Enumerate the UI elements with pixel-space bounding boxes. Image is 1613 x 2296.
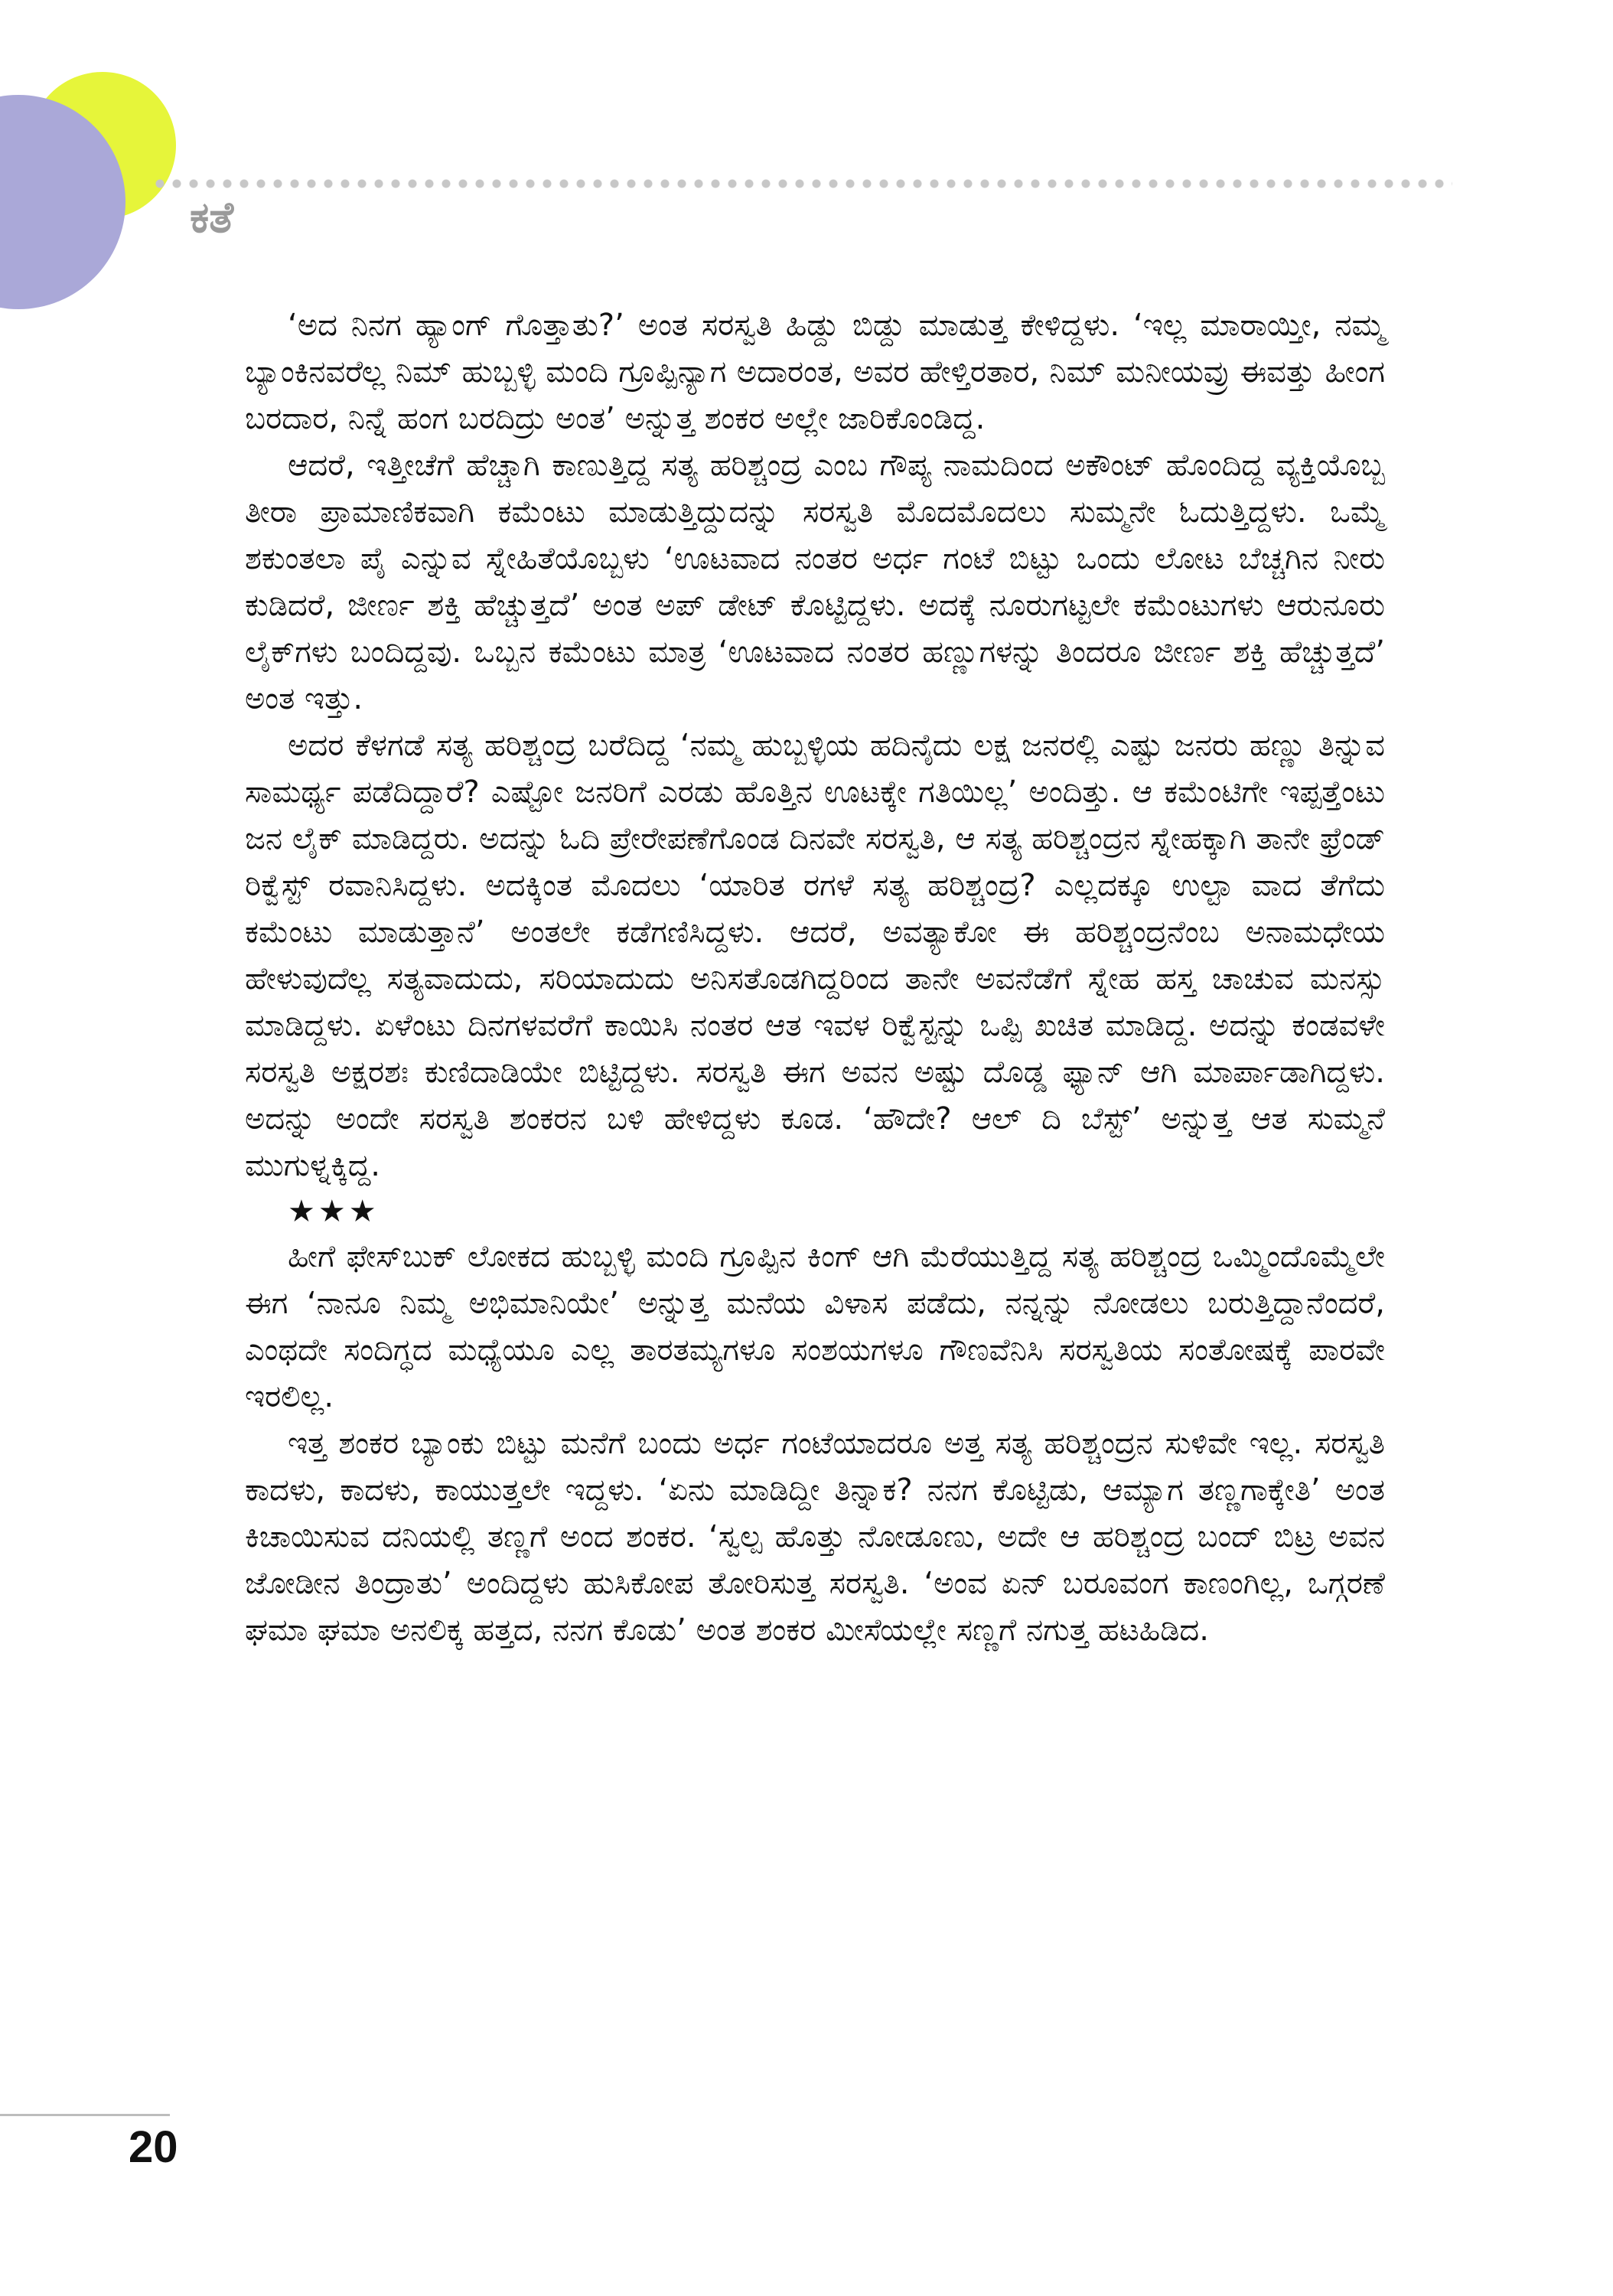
page-number: 20 xyxy=(129,2122,178,2172)
yellow-circle-decoration xyxy=(29,72,176,219)
paragraph: ಆದರೆ, ಇತ್ತೀಚೆಗೆ ಹೆಚ್ಚಾಗಿ ಕಾಣುತ್ತಿದ್ದ ಸತ್ಯ ಹರಿಶ್ಚಂದ್ರ ಎಂಬ ಗೌಪ್ಯ ನಾಮದಿಂದ ಅಕೌಂಟ್ ಹೊಂದಿದ್ದ ವ್ಯಕ್ತಿಯೊಬ್ಬ ತೀರಾ ಪ್ರಾಮಾಣಿಕವಾಗಿ ಕಮೆಂಟು ಮಾಡುತ್ತಿದ್ದುದನ್ನು ಸರಸ್ವತಿ ಮೊದಮೊದಲು ಸುಮ್ಮನೇ ಓದುತ್ತಿದ್ದಳು. ಒಮ್ಮೆ ಶಕುಂತಲಾ ಪೈ ಎನ್ನುವ ಸ್ನೇಹಿತೆಯೊಬ್ಬಳು ‘ಊಟವಾದ ನಂತರ ಅರ್ಧ ಗಂಟೆ ಬಿಟ್ಟು ಒಂದು ಲೋಟ ಬೆಚ್ಚಗಿನ ನೀರು ಕುಡಿದರೆ, ಜೀರ್ಣ ಶಕ್ತಿ ಹೆಚ್ಚುತ್ತದೆ’ ಅಂತ ಅಪ್ ಡೇಟ್ ಕೊಟ್ಟಿದ್ದಳು. ಅದಕ್ಕೆ ನೂರುಗಟ್ಟಲೇ ಕಮೆಂಟುಗಳು ಆರುನೂರು ಲೈಕ್‌ಗಳು ಬಂದಿದ್ದವು. ಒಬ್ಬನ ಕಮೆಂಟು ಮಾತ್ರ ‘ಊಟವಾದ ನಂತರ ಹಣ್ಣುಗಳನ್ನು ತಿಂದರೂ ಜೀರ್ಣ ಶಕ್ತಿ ಹೆಚ್ಚುತ್ತದೆ’ ಅಂತ ಇತ್ತು. xyxy=(245,448,1385,716)
purple-circle-decoration xyxy=(0,95,125,309)
paragraph: ಹೀಗೆ ಫೇಸ್‌ಬುಕ್ ಲೋಕದ ಹುಬ್ಬಳ್ಳಿ ಮಂದಿ ಗ್ರೂಪ್ಪಿನ ಕಿಂಗ್ ಆಗಿ ಮೆರೆಯುತ್ತಿದ್ದ ಸತ್ಯ ಹರಿಶ್ಚಂದ್ರ ಒಮ್ಮಿಂದೊಮ್ಮೆಲೇ ಈಗ ‘ನಾನೂ ನಿಮ್ಮ ಅಭಿಮಾನಿಯೇ’ ಅನ್ನುತ್ತ ಮನೆಯ ವಿಳಾಸ ಪಡೆದು, ನನ್ನನ್ನು ನೋಡಲು ಬರುತ್ತಿದ್ದಾನೆಂದರೆ, ಎಂಥದೇ ಸಂದಿಗ್ಧದ ಮಧ್ಯೆಯೂ ಎಲ್ಲ ತಾರತಮ್ಯಗಳೂ ಸಂಶಯಗಳೂ ಗೌಣವೆನಿಸಿ ಸರಸ್ವತಿಯ ಸಂತೋಷಕ್ಕೆ ಪಾರವೇ ಇರಲಿಲ್ಲ. xyxy=(245,1239,1385,1414)
section-break-stars: ★★★ xyxy=(288,1194,380,1229)
section-label: ಕತೆ xyxy=(190,193,234,243)
story-body xyxy=(245,302,1385,1654)
header-decoration xyxy=(0,0,199,321)
paragraph: ಇತ್ತ ಶಂಕರ ಬ್ಯಾಂಕು ಬಿಟ್ಟು ಮನೆಗೆ ಬಂದು ಅರ್ಧ ಗಂಟೆಯಾದರೂ ಅತ್ತ ಸತ್ಯ ಹರಿಶ್ಚಂದ್ರನ ಸುಳಿವೇ ಇಲ್ಲ. ಸರಸ್ವತಿ ಕಾದಳು, ಕಾದಳು, ಕಾಯುತ್ತಲೇ ಇದ್ದಳು. ‘ಏನು ಮಾಡಿದ್ದೀ ತಿನ್ನಾಕ? ನನಗ ಕೊಟ್ಟಿಡು, ಆಮ್ಯಾಗ ತಣ್ಣಗಾಕ್ಕೇತಿ’ ಅಂತ ಕಿಚಾಯಿಸುವ ದನಿಯಲ್ಲಿ ತಣ್ಣಗೆ ಅಂದ ಶಂಕರ. ‘ಸ್ವಲ್ಪ ಹೊತ್ತು ನೋಡೂಣು, ಅದೇ ಆ ಹರಿಶ್ಚಂದ್ರ ಬಂದ್ ಬಿಟ್ರ ಅವನ ಜೋಡೀನ ತಿಂದ್ರಾತು’ ಅಂದಿದ್ದಳು ಹುಸಿಕೋಪ ತೋರಿಸುತ್ತ ಸರಸ್ವತಿ. ‘ಅಂವ ಏನ್ ಬರೂವಂಗ ಕಾಣಂಗಿಲ್ಲ, ಒಗ್ಗರಣೆ ಘಮಾ ಘಮಾ ಅನಲಿಕ್ಕ ಹತ್ತದ, ನನಗ ಕೊಡು’ ಅಂತ ಶಂಕರ ಮೀಸೆಯಲ್ಲೇ ಸಣ್ಣಗೆ ನಗುತ್ತ ಹಟಹಿಡಿದ. xyxy=(245,1426,1385,1648)
dotted-header-rule xyxy=(152,178,1452,190)
footer-rule xyxy=(0,2114,170,2116)
paragraph: ‘ಅದ ನಿನಗ ಹ್ಯಾಂಗ್ ಗೊತ್ತಾತು?’ ಅಂತ ಸರಸ್ವತಿ ಹಿಡ್ದು ಬಿಡ್ದು ಮಾಡುತ್ತ ಕೇಳಿದ್ದಳು. ‘ಇಲ್ಲ ಮಾರಾಯ್ತೀ, ನಮ್ಮ ಬ್ಯಾಂಕಿನವರೆಲ್ಲ ನಿಮ್ ಹುಬ್ಬಳ್ಳಿ ಮಂದಿ ಗ್ರೂಪ್ಪಿನ್ಯಾಗ ಅದಾರಂತ, ಅವರ ಹೇಳ್ತಿರತಾರ, ನಿಮ್ ಮನೀಯವ್ರು ಈವತ್ತು ಹೀಂಗ ಬರದಾರ, ನಿನ್ನೆ ಹಂಗ ಬರದಿದ್ರು ಅಂತ’ ಅನ್ನುತ್ತ ಶಂಕರ ಅಲ್ಲೇ ಜಾರಿಕೊಂಡಿದ್ದ. xyxy=(245,308,1385,436)
paragraph: ಅದರ ಕೆಳಗಡೆ ಸತ್ಯ ಹರಿಶ್ಚಂದ್ರ ಬರೆದಿದ್ದ ‘ನಮ್ಮ ಹುಬ್ಬಳ್ಳಿಯ ಹದಿನೈದು ಲಕ್ಷ ಜನರಲ್ಲಿ ಎಷ್ಟು ಜನರು ಹಣ್ಣು ತಿನ್ನುವ ಸಾಮರ್ಥ್ಯ ಪಡೆದಿದ್ದಾರೆ? ಎಷ್ಟೋ ಜನರಿಗೆ ಎರಡು ಹೊತ್ತಿನ ಊಟಕ್ಕೇ ಗತಿಯಿಲ್ಲ’ ಅಂದಿತ್ತು. ಆ ಕಮೆಂಟಿಗೇ ಇಪ್ಪತ್ತೆಂಟು ಜನ ಲೈಕ್ ಮಾಡಿದ್ದರು. ಅದನ್ನು ಓದಿ ಪ್ರೇರೇಪಣೆಗೊಂಡ ದಿನವೇ ಸರಸ್ವತಿ, ಆ ಸತ್ಯ ಹರಿಶ್ಚಂದ್ರನ ಸ್ನೇಹಕ್ಕಾಗಿ ತಾನೇ ಫ್ರೆಂಡ್ ರಿಕ್ವೆಸ್ಟ್ ರವಾನಿಸಿದ್ದಳು. ಅದಕ್ಕಿಂತ ಮೊದಲು ‘ಯಾರಿತ ರಗಳೆ ಸತ್ಯ ಹರಿಶ್ಚಂದ್ರ? ಎಲ್ಲದಕ್ಕೂ ಉಲ್ಟಾ ವಾದ ತೆಗೆದು ಕಮೆಂಟು ಮಾಡುತ್ತಾನೆ’ ಅಂತಲೇ ಕಡೆಗಣಿಸಿದ್ದಳು. ಆದರೆ, ಅವತ್ಯಾಕೋ ಈ ಹರಿಶ್ಚಂದ್ರನೆಂಬ ಅನಾಮಧೇಯ ಹೇಳುವುದೆಲ್ಲ ಸತ್ಯವಾದುದು, ಸರಿಯಾದುದು ಅನಿಸತೊಡಗಿದ್ದರಿಂದ ತಾನೇ ಅವನೆಡೆಗೆ ಸ್ನೇಹ ಹಸ್ತ ಚಾಚುವ ಮನಸ್ಸು ಮಾಡಿದ್ದಳು. ಏಳೆಂಟು ದಿನಗಳವರೆಗೆ ಕಾಯಿಸಿ ನಂತರ ಆತ ಇವಳ ರಿಕ್ವೆಸ್ಟನ್ನು ಒಪ್ಪಿ ಖಚಿತ ಮಾಡಿದ್ದ. ಅದನ್ನು ಕಂಡವಳೇ ಸರಸ್ವತಿ ಅಕ್ಷರಶಃ ಕುಣಿದಾಡಿಯೇ ಬಿಟ್ಟಿದ್ದಳು. ಸರಸ್ವತಿ ಈಗ ಅವನ ಅಷ್ಟು ದೊಡ್ಡ ಫ್ಯಾನ್ ಆಗಿ ಮಾರ್ಪಾಡಾಗಿದ್ದಳು. ಅದನ್ನು ಅಂದೇ ಸರಸ್ವತಿ ಶಂಕರನ ಬಳಿ ಹೇಳಿದ್ದಳು ಕೂಡ. ‘ಹೌದೇ? ಆಲ್ ದಿ ಬೆಸ್ಟ್’ ಅನ್ನುತ್ತ ಆತ ಸುಮ್ಮನೆ ಮುಗುಳ್ನಕ್ಕಿದ್ದ. xyxy=(245,728,1385,1183)
